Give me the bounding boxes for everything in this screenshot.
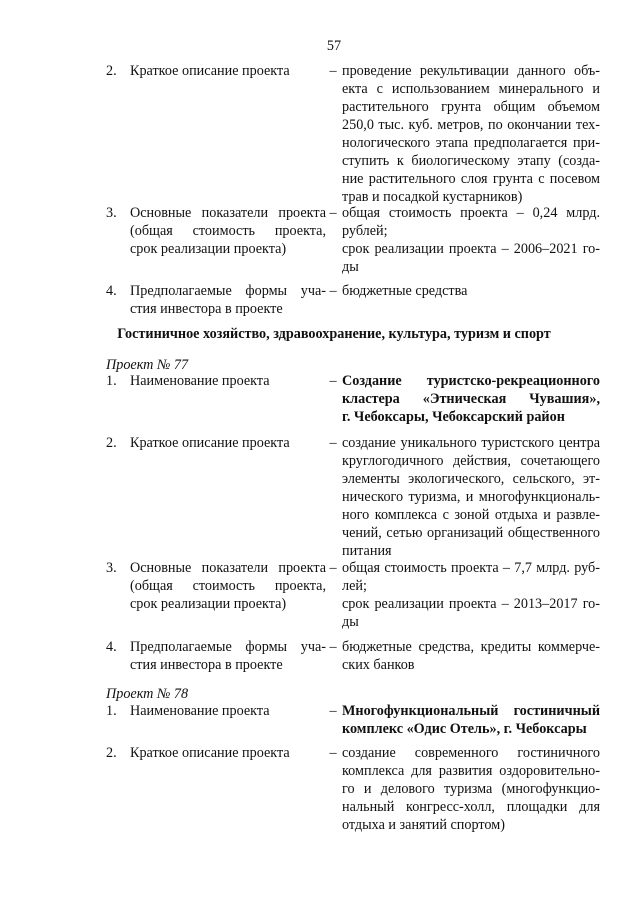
section-heading: Гостиничное хозяйство, здравоохранение, культура, туризм и спорт [117, 326, 551, 342]
label-line: (общая стоимость проекта, [130, 223, 326, 239]
row-dash: – [329, 560, 337, 576]
value-line: ды [342, 259, 359, 275]
row-label [130, 744, 326, 762]
value-line: комплекс «Одис Отель», г. Чебоксары [342, 721, 587, 737]
row-label [130, 702, 326, 720]
row-label [130, 62, 326, 80]
value-line: г. Чебоксары, Чебоксарский район [342, 409, 565, 425]
row-dash: – [329, 639, 337, 655]
value-line: рублей; [342, 223, 388, 239]
value-line: Многофункциональный гостиничный [342, 703, 600, 719]
value-line: создание современного гостиничного [342, 745, 600, 761]
label-line: Предполагаемые формы уча- [130, 639, 326, 655]
value-line: растительного грунта общим объемом [342, 99, 600, 115]
row-label [130, 434, 326, 452]
row-number: 2. [106, 435, 117, 451]
value-line: нического туризма, и многофункциональ- [342, 489, 600, 505]
value-line: срок реализации проекта – 2013–2017 го- [342, 596, 600, 612]
project-title [342, 702, 600, 738]
row-number: 4. [106, 283, 117, 299]
value-line: проведение рекультивации данного объ- [342, 63, 600, 79]
project-title [342, 372, 600, 426]
value-line: срок реализации проекта – 2006–2021 го- [342, 241, 600, 257]
value-line: питания [342, 543, 392, 559]
value-line: общая стоимость проекта – 7,7 млрд. руб- [342, 560, 600, 576]
row-value [342, 62, 600, 206]
value-line: комплекса для развития оздоровительно- [342, 763, 600, 779]
row-label [130, 372, 326, 390]
row-number: 1. [106, 703, 117, 719]
label-line: срок реализации проекта) [130, 596, 287, 612]
value-line: ступить к биологическому этапу (созда- [342, 153, 600, 169]
value-line: 250,0 тыс. куб. метров, по окончании тех- [342, 117, 600, 133]
row-dash: – [329, 745, 337, 761]
row-dash: – [329, 373, 337, 389]
row-dash: – [329, 283, 337, 299]
value-line: ного комплекса с зоной отдыха и развле- [342, 507, 600, 523]
row-value [342, 559, 600, 631]
value-line: нальный конгресс-холл, площадки для [342, 799, 600, 815]
label-line: Краткое описание проекта [130, 63, 290, 79]
value-line: нологического этапа предполагается при- [342, 135, 600, 151]
row-dash: – [329, 205, 337, 221]
row-number: 2. [106, 63, 117, 79]
label-line: Краткое описание проекта [130, 745, 290, 761]
row-dash: – [329, 63, 337, 79]
row-label [130, 559, 326, 613]
row-label [130, 282, 326, 318]
value-line: общая стоимость проекта – 0,24 млрд. [342, 205, 600, 221]
value-line: екта с использованием минерального и [342, 81, 600, 97]
row-number: 4. [106, 639, 117, 655]
label-line: Основные показатели проекта [130, 205, 326, 221]
row-dash: – [329, 435, 337, 451]
value-line: Создание туристско-рекреационного [342, 373, 600, 389]
value-line: ды [342, 614, 359, 630]
row-label [130, 638, 326, 674]
row-value [342, 434, 600, 560]
project-78-label: Проект № 78 [106, 686, 189, 702]
project-77-label: Проект № 77 [106, 357, 189, 373]
row-label [130, 204, 326, 258]
label-line: Краткое описание проекта [130, 435, 290, 451]
label-line: Наименование проекта [130, 373, 270, 389]
row-number: 1. [106, 373, 117, 389]
row-number: 2. [106, 745, 117, 761]
value-line: чений, сетью организаций общественного [342, 525, 600, 541]
row-value [342, 638, 600, 674]
value-line: бюджетные средства [342, 283, 468, 299]
label-line: стия инвестора в проекте [130, 657, 283, 673]
row-value [342, 204, 600, 276]
value-line: кластера «Этническая Чувашия», [342, 391, 600, 407]
value-line: го и делового туризма (многофункцио- [342, 781, 600, 797]
label-line: (общая стоимость проекта, [130, 578, 326, 594]
value-line: бюджетные средства, кредиты коммерче- [342, 639, 600, 655]
value-line: круглогодичного действия, сочетающего [342, 453, 600, 469]
value-line: трав и посадкой кустарников) [342, 189, 523, 205]
value-line: отдыха и занятий спортом) [342, 817, 505, 833]
value-line: создание уникального туристского центра [342, 435, 600, 451]
label-line: стия инвестора в проекте [130, 301, 283, 317]
row-number: 3. [106, 560, 117, 576]
value-line: ние растительного слоя грунта с посевом [342, 171, 600, 187]
row-number: 3. [106, 205, 117, 221]
label-line: Основные показатели проекта [130, 560, 326, 576]
page-number: 57 [326, 38, 342, 54]
label-line: срок реализации проекта) [130, 241, 287, 257]
row-value [342, 282, 600, 300]
row-dash: – [329, 703, 337, 719]
label-line: Предполагаемые формы уча- [130, 283, 326, 299]
value-line: лей; [342, 578, 367, 594]
label-line: Наименование проекта [130, 703, 270, 719]
value-line: ских банков [342, 657, 415, 673]
value-line: элементы экологического, сельского, эт- [342, 471, 600, 487]
row-value [342, 744, 600, 834]
